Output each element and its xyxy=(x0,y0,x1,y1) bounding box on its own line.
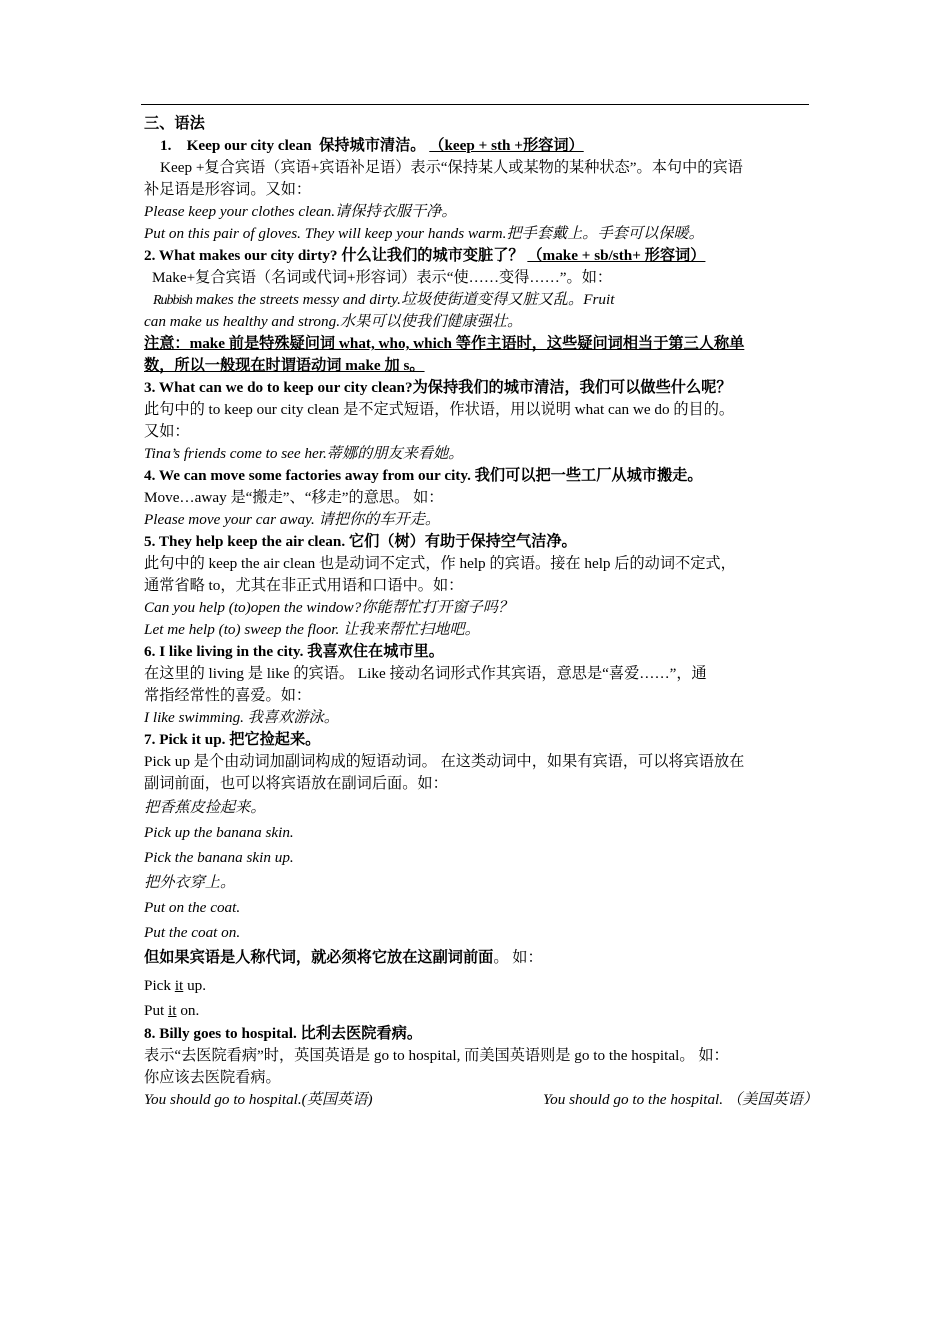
item-1-title-en: Keep our city clean xyxy=(186,137,312,154)
item-7-rule xyxy=(144,945,812,970)
item-6-explain-1: 在这里的 living 是 like 的宾语。 Like 接动名词形式作其宾语，意思是“喜爱……”，通 xyxy=(144,665,707,682)
item-1-number: 1. xyxy=(160,137,172,154)
item-2-number: 2. xyxy=(144,247,156,264)
item-6-example-1: I like swimming. 我喜欢游泳。 xyxy=(144,709,339,726)
item-6-title: I like living in the city. 我喜欢住在城市里。 xyxy=(159,643,444,660)
item-5-explain-1: 此句中的 keep the air clean 也是动词不定式，作 help 的宾语。接在 help 后的动词不定式， xyxy=(144,555,736,572)
section-title: 三、语法 xyxy=(144,115,205,132)
item-7-pronoun-example-1 xyxy=(144,973,812,998)
item-7-heading xyxy=(144,729,812,751)
item-2-example-2: can make us healthy and strong.水果可以使我们健康强壮。 xyxy=(144,313,523,330)
item-4-title: We can move some factories away from our city. 我们可以把一些工厂从城市搬走。 xyxy=(158,467,703,484)
item-1-example-1: Please keep your clothes clean.请保持衣服干净。 xyxy=(144,203,457,220)
item-7-pronoun-example-2 xyxy=(144,998,812,1023)
item-5-explain-2: 通常省略 to，尤其在非正式用语和口语中。如： xyxy=(144,577,464,594)
item-3-explain-1: 此句中的 to keep our city clean 是不定式短语，作状语，用以说明 what can we do 的目的。 xyxy=(144,401,735,418)
item-8-heading xyxy=(144,1023,812,1045)
item-7-number: 7. xyxy=(144,731,156,748)
item-2-explain-1: Make+复合宾语（名词或代词+形容词）表示“使……变得……”。如： xyxy=(152,269,613,286)
item-5-number: 5. xyxy=(144,533,156,550)
item-3-title: What can we do to keep our city clean?为保持我们的城市清洁，我们可以做些什么呢？ xyxy=(158,379,732,396)
item-2-pattern: （make + sb/sth+ 形容词） xyxy=(527,247,706,264)
item-1-pattern: （keep + sth +形容词） xyxy=(429,137,584,154)
item-5-example-1: Can you help (to)open the window?你能帮忙打开窗子吗？ xyxy=(144,599,514,616)
item-7-rule-bold: 但如果宾语是人称代词，就必须将它放在这副词前面 xyxy=(144,949,494,966)
item-7-pron1-it: it xyxy=(174,977,184,994)
item-5-heading xyxy=(144,531,812,553)
item-8-number: 8. xyxy=(144,1025,156,1042)
item-7-title: Pick it up. 把它捡起来。 xyxy=(159,731,321,748)
item-2-title-en: What makes our city dirty? xyxy=(158,247,338,264)
item-8-examples xyxy=(144,1089,818,1111)
item-7-explain-2: 副词前面，也可以将宾语放在副词后面。如： xyxy=(144,775,448,792)
item-4-explain-1: Move…away 是“搬走”、“移走”的意思。 如： xyxy=(144,489,444,506)
item-6-explain-2: 常指经常性的喜爱。如： xyxy=(144,687,312,704)
document-body xyxy=(144,113,818,1111)
item-3-number: 3. xyxy=(144,379,156,396)
item-6-heading xyxy=(144,641,812,663)
item-1-explain-1: Keep +复合宾语（宾语+宾语补足语）表示“保持某人或某物的某种状态”。本句中的宾语 xyxy=(160,159,743,176)
item-7-example-cn-1: 把香蕉皮捡起来。 xyxy=(144,799,266,816)
item-7-pron1-a: Pick xyxy=(144,977,175,994)
item-7-rule-tail: 。 如： xyxy=(493,949,543,966)
item-1-explain-2: 补足语是形容词。又如： xyxy=(144,181,312,198)
item-7-pron2-it: it xyxy=(168,1002,177,1019)
item-7-pron2-b: on. xyxy=(176,1002,200,1019)
item-7-explain-1: Pick up 是个由动词加副词构成的短语动词。 在这类动词中，如果有宾语，可以将宾语放在 xyxy=(144,753,745,770)
item-7-example-cn-2: 把外衣穿上。 xyxy=(144,874,236,891)
item-7-pron1-b: up. xyxy=(183,977,207,994)
item-4-number: 4. xyxy=(144,467,156,484)
header-rule xyxy=(141,104,809,105)
item-8-title: Billy goes to hospital. 比利去医院看病。 xyxy=(159,1025,423,1042)
item-1-heading xyxy=(144,135,812,157)
item-8-example-uk: You should go to hospital.(英国英语) xyxy=(144,1091,373,1108)
item-2-example-1-rubbish: Rubbish xyxy=(153,293,192,308)
item-2-example-1 xyxy=(144,289,812,311)
item-1-example-2: Put on this pair of gloves. They will keep your hands warm.把手套戴上。手套可以保暖。 xyxy=(144,225,704,242)
item-4-heading xyxy=(144,465,812,487)
item-7-example-en-1b: Pick the banana skin up. xyxy=(144,849,294,866)
item-2-note-2: 数，所以一般现在时谓语动词 make 加 s。 xyxy=(144,357,425,374)
item-3-example-1: Tina’s friends come to see her.蒂娜的朋友来看她。 xyxy=(144,445,464,462)
item-3-heading xyxy=(144,377,812,399)
item-7-example-en-2a: Put on the coat. xyxy=(144,899,241,916)
item-2-note-1: 注意：make 前是特殊疑问词 what, who, which 等作主语时，这些疑问词相当于第三人称单 xyxy=(144,335,745,352)
item-2-heading xyxy=(144,245,812,267)
item-7-example-en-1a: Pick up the banana skin. xyxy=(144,824,294,841)
item-7-pron2-a: Put xyxy=(144,1002,169,1019)
item-2-example-1-rest: makes the streets messy and dirty.垃圾使街道变得又脏又乱。Fruit xyxy=(195,291,615,308)
item-2-title-cn: 什么让我们的城市变脏了？ xyxy=(341,247,524,264)
item-6-number: 6. xyxy=(144,643,156,660)
item-3-explain-2: 又如： xyxy=(144,423,190,440)
item-8-explain-1: 表示“去医院看病”时，英国英语是 go to hospital, 而美国英语则是 go to the hospital。 如： xyxy=(144,1047,729,1064)
item-4-example-1: Please move your car away. 请把你的车开走。 xyxy=(144,511,441,528)
item-7-example-en-2b: Put the coat on. xyxy=(144,924,241,941)
item-5-title: They help keep the air clean. 它们（树）有助于保持空气洁净。 xyxy=(158,533,577,550)
item-5-example-2: Let me help (to) sweep the floor. 让我来帮忙扫地吧。 xyxy=(144,621,480,638)
item-8-example-us: You should go to the hospital. （美国英语） xyxy=(543,1091,818,1108)
item-8-explain-2: 你应该去医院看病。 xyxy=(144,1069,281,1086)
item-1-title-cn: 保持城市清洁。 xyxy=(319,137,426,154)
